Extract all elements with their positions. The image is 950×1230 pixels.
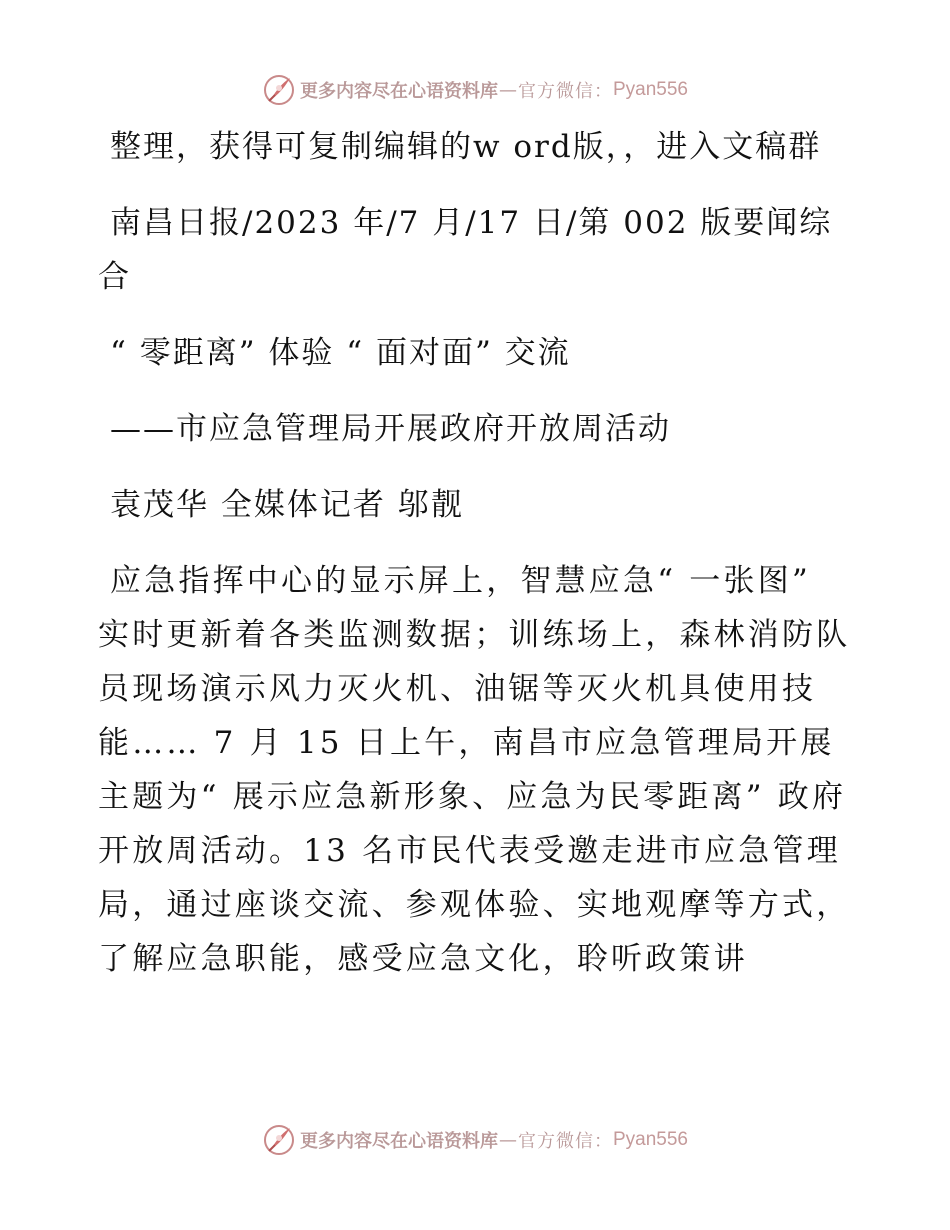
banner-official-label: 官方微信： [517, 1131, 613, 1152]
banner-dash: — [498, 79, 517, 101]
source-line: 南昌日报/2023 年/7 月/17 日/第 002 版要闻综合 [98, 205, 833, 295]
banner-official-label: 官方微信： [517, 81, 613, 102]
article-title: “ 零距离” 体验 “ 面对面” 交流 [110, 335, 571, 371]
feather-pen-logo-icon [262, 73, 296, 107]
banner-wechat-id: Pyan556 [612, 79, 688, 100]
header-watermark-banner [0, 70, 950, 110]
banner-main-text: 更多内容尽在心语资料库 [299, 81, 498, 102]
document-body [98, 120, 858, 1008]
banner-main-text: 更多内容尽在心语资料库 [299, 1131, 498, 1152]
banner-wechat-id: Pyan556 [612, 1129, 688, 1150]
footer-watermark-banner [0, 1120, 950, 1160]
article-subtitle: ——市应急管理局开展政府开放周活动 [110, 411, 671, 447]
body-paragraph: 应急指挥中心的显示屏上，智慧应急“ 一张图” 实时更新着各类监测数据；训练场上，森林消防队员现场演示风力灭火机、油锯等灭火机具使用技能…… 7 月 15 日上午，南昌市应急管理局开展主题为“ 展示应急新形象、应急为民零距离” 政府开放周活动。13 名市民代表受邀走进市应急管理局，通过座谈交流、参观体验、实地观摩等方式，了解应急职能，感受应急文化，聆听政策讲 [98, 563, 851, 977]
banner-dash: — [498, 1129, 517, 1151]
author-byline: 袁茂华 全媒体记者 邬靓 [110, 487, 464, 523]
intro-paragraph: 整理，获得可复制编辑的w ord版，，进入文稿群 [110, 129, 822, 165]
feather-pen-logo-icon [262, 1123, 296, 1157]
